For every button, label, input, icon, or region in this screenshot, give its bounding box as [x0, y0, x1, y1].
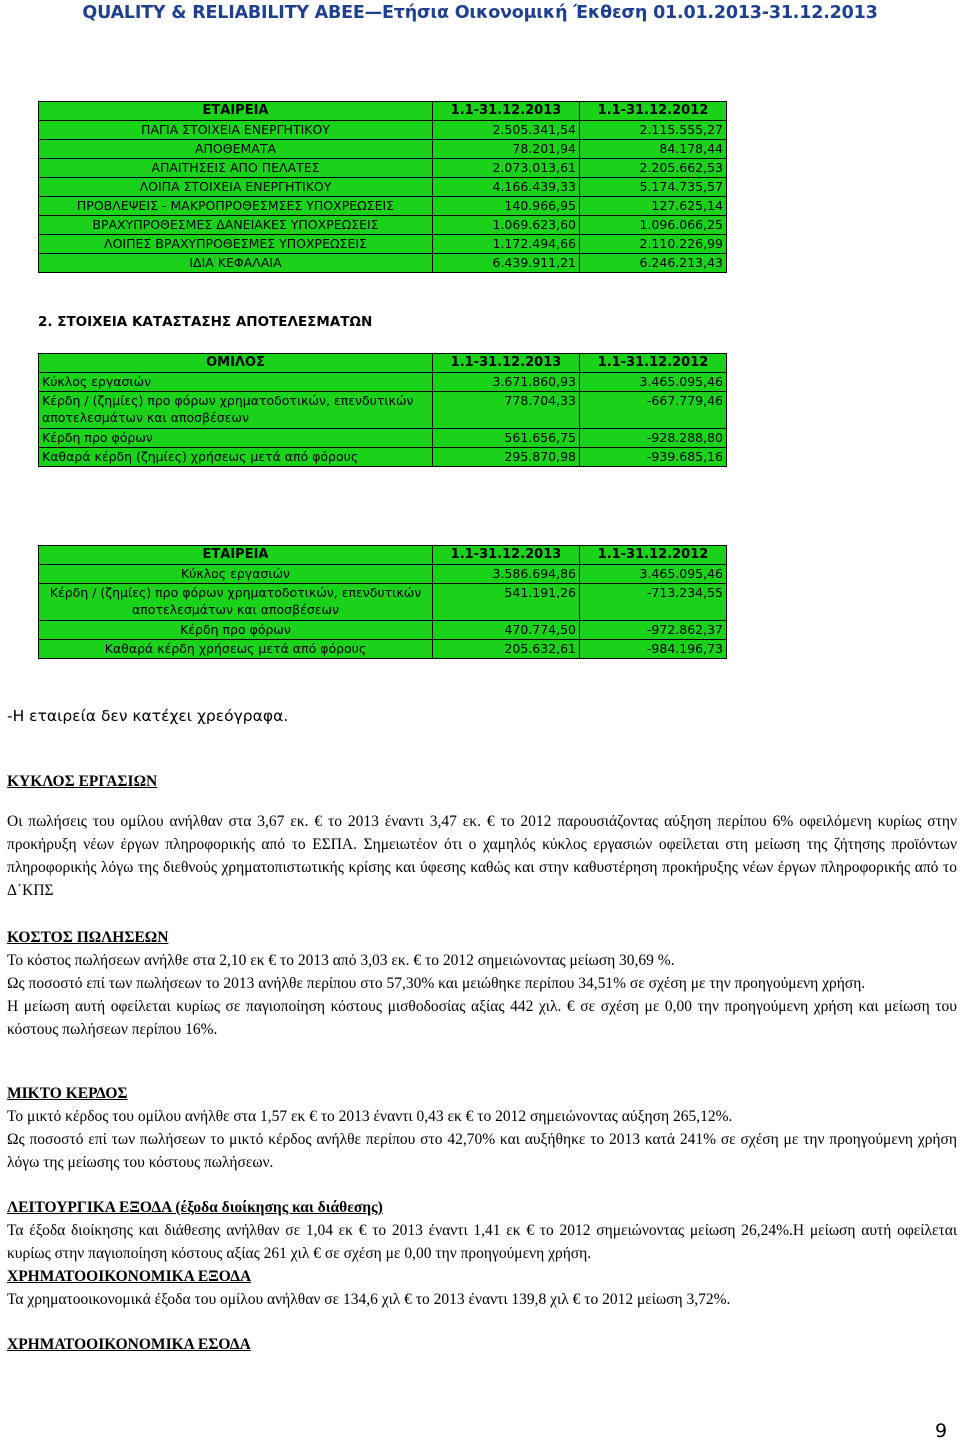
row-label: ΠΑΓΙΑ ΣΤΟΙΧΕΙΑ ΕΝΕΡΓΗΤΙΚΟΥ — [39, 121, 433, 140]
section-paragraph: Τα έξοδα διοίκησης και διάθεσης ανήλθαν σε 1,04 εκ € το 2013 έναντι 1,41 εκ € το 2012 σημειώνοντας μείωση 26,24%.Η μείωση αυτή οφείλεται κυρίως στην παγιοποίηση κόστους αξίας 261 χιλ € σε σχέση με 0,00 την προηγούμενη χρήση. — [7, 1222, 957, 1262]
value-2012: 2.110.226,99 — [580, 235, 727, 254]
value-2013: 470.774,50 — [433, 621, 580, 640]
financial-income-section — [7, 1333, 957, 1356]
securities-note: -Η εταιρεία δεν κατέχει χρεόγραφα. — [7, 707, 289, 725]
section-paragraph: Η μείωση αυτή οφείλεται κυρίως σε παγιοποίηση κόστους μισθοδοσίας αξίας 442 χιλ. € σε σχέση με 0,00 την προηγούμενη χρήση και μείωση του κόστους πωλήσεων περίπου 16%. — [7, 998, 957, 1038]
value-2013: 3.671.860,93 — [433, 373, 580, 392]
row-label: Κέρδη / (ζημίες) προ φόρων χρηματοδοτικών, επενδυτικών αποτελεσμάτων και αποσβέσεων — [39, 392, 433, 429]
value-2013: 541.191,26 — [433, 584, 580, 621]
table-row — [39, 254, 727, 273]
value-2012: 2.115.555,27 — [580, 121, 727, 140]
row-label: ΛΟΙΠΕΣ ΒΡΑΧΥΠΡΟΘΕΣΜΕΣ ΥΠΟΧΡΕΩΣΕΙΣ — [39, 235, 433, 254]
table-row — [39, 140, 727, 159]
table-header-row — [39, 102, 727, 121]
table-row — [39, 178, 727, 197]
value-2012: -972.862,37 — [580, 621, 727, 640]
section-heading: ΧΡΗΜΑΤΟΟΙΚΟΝΟΜΙΚΑ ΕΣΟΔΑ — [7, 1336, 251, 1353]
value-2012: 3.465.095,46 — [580, 373, 727, 392]
table-header-cell: 1.1-31.12.2012 — [580, 102, 727, 121]
company-income-table — [38, 545, 727, 659]
value-2012: 3.465.095,46 — [580, 565, 727, 584]
value-2012: -667.779,46 — [580, 392, 727, 429]
table-row — [39, 640, 727, 659]
table-header-cell: 1.1-31.12.2012 — [580, 546, 727, 565]
value-2012: -984.196,73 — [580, 640, 727, 659]
table-header-cell: ΕΤΑΙΡΕΙΑ — [39, 546, 433, 565]
table-header-cell: 1.1-31.12.2013 — [433, 546, 580, 565]
table-row — [39, 159, 727, 178]
value-2013: 205.632,61 — [433, 640, 580, 659]
value-2013: 78.201,94 — [433, 140, 580, 159]
financial-expenses-section — [7, 1265, 957, 1311]
section-paragraph: Ως ποσοστό επί των πωλήσεων το μικτό κέρδος ανήλθε περίπου στο 42,70% και αυξήθηκε το 2013 κατά 241% σε σχέση με την προηγούμενη χρήση λόγω της μείωσης του κόστους πωλήσεων. — [7, 1131, 957, 1171]
section-heading: ΛΕΙΤΟΥΡΓΙΚΑ ΕΞΟΔΑ (έξοδα διοίκησης και διάθεσης) — [7, 1199, 383, 1216]
row-label: Κέρδη προ φόρων — [39, 429, 433, 448]
table-row — [39, 429, 727, 448]
row-label: ΙΔΙΑ ΚΕΦΑΛΑΙΑ — [39, 254, 433, 273]
table-row — [39, 235, 727, 254]
table-row — [39, 392, 727, 429]
gross-profit-section — [7, 1082, 957, 1174]
value-2012: 2.205.662,53 — [580, 159, 727, 178]
table-header-cell: ΟΜΙΛΟΣ — [39, 354, 433, 373]
company-balance-table — [38, 101, 727, 273]
row-label: Κέρδη προ φόρων — [39, 621, 433, 640]
value-2012: -713.234,55 — [580, 584, 727, 621]
value-2013: 2.505.341,54 — [433, 121, 580, 140]
table-header-row — [39, 354, 727, 373]
value-2013: 6.439.911,21 — [433, 254, 580, 273]
section-paragraph: Το κόστος πωλήσεων ανήλθε στα 2,10 εκ € το 2013 από 3,03 εκ. € το 2012 σημειώνοντας μείωση 30,69 %. — [7, 952, 675, 969]
value-2013: 140.966,95 — [433, 197, 580, 216]
table-header-cell: 1.1-31.12.2013 — [433, 102, 580, 121]
section-title: 2. ΣΤΟΙΧΕΙΑ ΚΑΤΑΣΤΑΣΗΣ ΑΠΟΤΕΛΕΣΜΑΤΩΝ — [38, 314, 373, 330]
section-paragraph: Οι πωλήσεις του ομίλου ανήλθαν στα 3,67 εκ. € το 2013 έναντι 3,47 εκ. € το 2012 παρουσιάζοντας αύξηση περίπου 6% οφειλόμενη κυρίως στην προκήρυξη νέων έργων πληροφορικής από το ΕΣΠΑ. Σημειωτέον ότι ο χαμηλός κύκλος εργασιών οφείλεται στη μείωση της ζήτησης προϊόντων πληροφορικής λόγω της διεθνούς χρηματοπιστωτικής κρίσης και ύφεσης καθώς και στην καθυστέρηση προκήρυξης νέων έργων πληροφορικής από το Δ΄ΚΠΣ — [7, 813, 957, 899]
table-row — [39, 373, 727, 392]
cost-of-sales-section — [7, 926, 957, 1041]
value-2012: 1.096.066,25 — [580, 216, 727, 235]
value-2013: 295.870,98 — [433, 448, 580, 467]
section-heading: ΧΡΗΜΑΤΟΟΙΚΟΝΟΜΙΚΑ ΕΞΟΔΑ — [7, 1268, 252, 1285]
turnover-section — [7, 770, 957, 902]
value-2012: 5.174.735,57 — [580, 178, 727, 197]
section-heading: ΚΟΣΤΟΣ ΠΩΛΗΣΕΩΝ — [7, 929, 169, 946]
value-2013: 3.586.694,86 — [433, 565, 580, 584]
table-row — [39, 121, 727, 140]
row-label: Κύκλος εργασιών — [39, 565, 433, 584]
section-paragraph: Τα χρηματοοικονομικά έξοδα του ομίλου ανήλθαν σε 134,6 χιλ € το 2013 έναντι 139,8 χιλ € το 2012 μείωση 3,72%. — [7, 1291, 731, 1308]
row-label: Καθαρά κέρδη (ζημίες) χρήσεως μετά από φόρους — [39, 448, 433, 467]
value-2013: 561.656,75 — [433, 429, 580, 448]
table-row — [39, 621, 727, 640]
table-header-cell: 1.1-31.12.2012 — [580, 354, 727, 373]
row-label: Καθαρά κέρδη χρήσεως μετά από φόρους — [39, 640, 433, 659]
table-row — [39, 448, 727, 467]
page-number: 9 — [935, 1420, 948, 1442]
section-heading: ΚΥΚΛΟΣ ΕΡΓΑΣΙΩΝ — [7, 773, 158, 790]
section-paragraph: Ως ποσοστό επί των πωλήσεων το 2013 ανήλθε περίπου στο 57,30% και μειώθηκε περίπου 34,51% σε σχέση με την προηγούμενη χρήση. — [7, 975, 866, 992]
operating-expenses-section — [7, 1196, 957, 1265]
row-label: ΛΟΙΠΑ ΣΤΟΙΧΕΙΑ ΕΝΕΡΓΗΤΙΚΟΥ — [39, 178, 433, 197]
value-2012: 84.178,44 — [580, 140, 727, 159]
row-label: Κέρδη / (ζημίες) προ φόρων χρηματοδοτικών, επενδυτικών αποτελεσμάτων και αποσβέσεων — [39, 584, 433, 621]
table-header-cell: 1.1-31.12.2013 — [433, 354, 580, 373]
value-2013: 1.172.494,66 — [433, 235, 580, 254]
row-label: ΑΠΟΘΕΜΑΤΑ — [39, 140, 433, 159]
value-2013: 4.166.439,33 — [433, 178, 580, 197]
table-header-cell: ΕΤΑΙΡΕΙΑ — [39, 102, 433, 121]
value-2013: 778.704,33 — [433, 392, 580, 429]
row-label: Κύκλος εργασιών — [39, 373, 433, 392]
page-header-title: QUALITY & RELIABILITY ABEE—Ετήσια Οικονομική Έκθεση 01.01.2013-31.12.2013 — [82, 3, 878, 23]
value-2013: 1.069.623,60 — [433, 216, 580, 235]
row-label: ΒΡΑΧΥΠΡΟΘΕΣΜΕΣ ΔΑΝΕΙΑΚΕΣ ΥΠΟΧΡΕΩΣΕΙΣ — [39, 216, 433, 235]
group-income-table — [38, 353, 727, 467]
value-2013: 2.073.013,61 — [433, 159, 580, 178]
value-2012: 6.246.213,43 — [580, 254, 727, 273]
row-label: ΠΡΟΒΛΕΨΕΙΣ - ΜΑΚΡΟΠΡΟΘΕΣΜΣΕΣ ΥΠΟΧΡΕΩΣΕΙΣ — [39, 197, 433, 216]
table-row — [39, 216, 727, 235]
table-row — [39, 197, 727, 216]
section-paragraph: Το μικτό κέρδος του ομίλου ανήλθε στα 1,57 εκ € το 2013 έναντι 0,43 εκ € το 2012 σημειώνοντας αύξηση 265,12%. — [7, 1108, 733, 1125]
value-2012: 127.625,14 — [580, 197, 727, 216]
value-2012: -928.288,80 — [580, 429, 727, 448]
section-heading: ΜΙΚΤΟ ΚΕΡΔΟΣ — [7, 1085, 128, 1102]
value-2012: -939.685,16 — [580, 448, 727, 467]
table-row — [39, 565, 727, 584]
row-label: ΑΠΑΙΤΗΣΕΙΣ ΑΠΟ ΠΕΛΑΤΕΣ — [39, 159, 433, 178]
table-row — [39, 584, 727, 621]
table-header-row — [39, 546, 727, 565]
